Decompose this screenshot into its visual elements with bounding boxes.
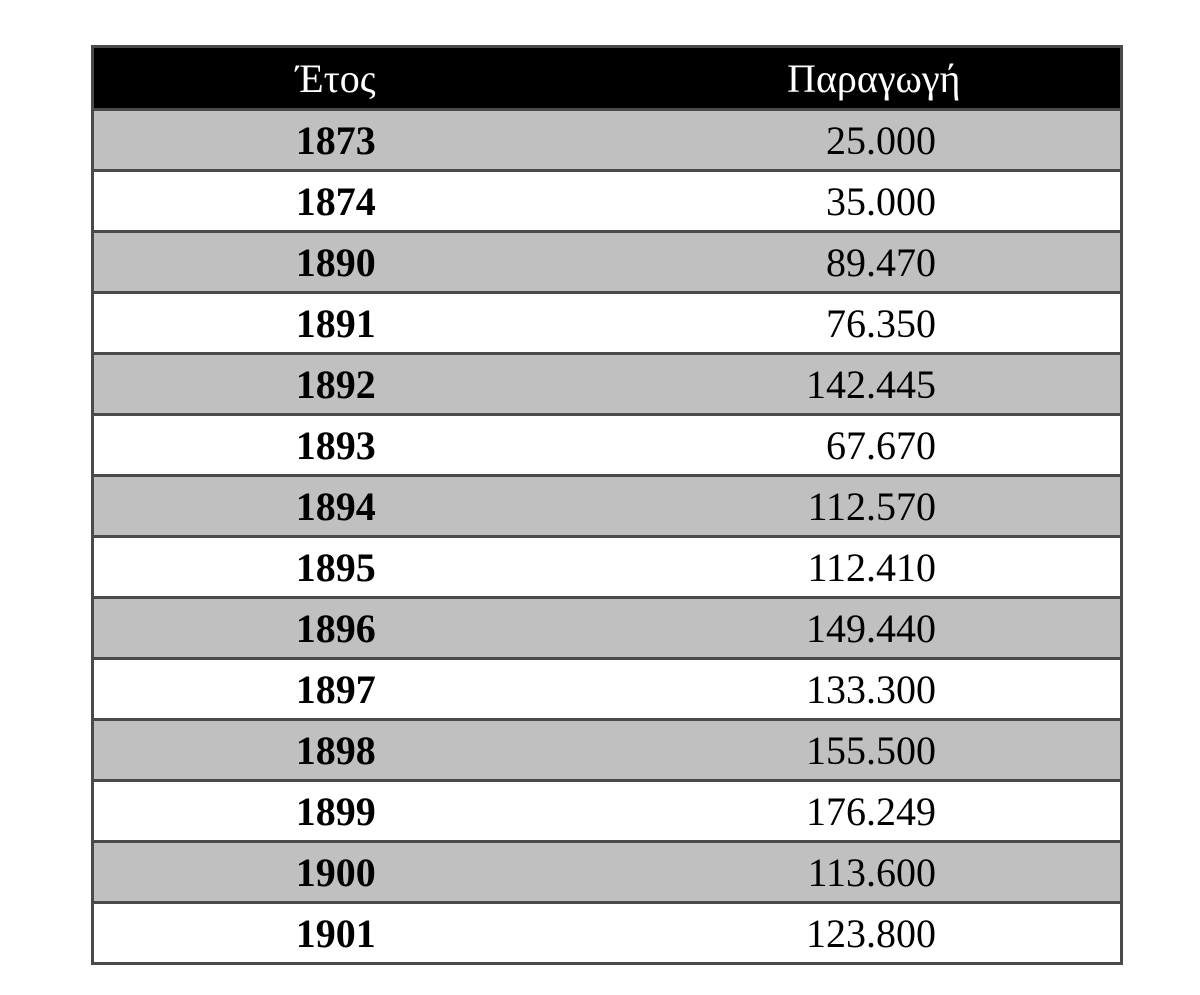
year-cell: 1899 — [93, 781, 608, 842]
table-row — [93, 415, 1122, 476]
table-row — [93, 232, 1122, 293]
year-column-header: Έτος — [93, 47, 608, 110]
production-cell: 133.300 — [608, 659, 1122, 720]
table-header — [93, 47, 1122, 110]
table-row — [93, 720, 1122, 781]
table-row — [93, 110, 1122, 171]
year-cell: 1874 — [93, 171, 608, 232]
production-cell: 142.445 — [608, 354, 1122, 415]
production-cell: 76.350 — [608, 293, 1122, 354]
year-cell: 1893 — [93, 415, 608, 476]
year-cell: 1892 — [93, 354, 608, 415]
header-row — [93, 47, 1122, 110]
year-cell: 1896 — [93, 598, 608, 659]
production-cell: 112.570 — [608, 476, 1122, 537]
year-cell: 1897 — [93, 659, 608, 720]
production-cell: 25.000 — [608, 110, 1122, 171]
year-cell: 1873 — [93, 110, 608, 171]
production-cell: 35.000 — [608, 171, 1122, 232]
year-cell: 1898 — [93, 720, 608, 781]
production-cell: 112.410 — [608, 537, 1122, 598]
production-table — [91, 45, 1123, 965]
production-cell: 113.600 — [608, 842, 1122, 903]
year-cell: 1900 — [93, 842, 608, 903]
production-cell: 67.670 — [608, 415, 1122, 476]
table-body — [93, 110, 1122, 964]
table-row — [93, 537, 1122, 598]
table-row — [93, 293, 1122, 354]
table-row — [93, 476, 1122, 537]
table-row — [93, 781, 1122, 842]
production-cell: 123.800 — [608, 903, 1122, 964]
production-cell: 89.470 — [608, 232, 1122, 293]
table-row — [93, 354, 1122, 415]
table-row — [93, 842, 1122, 903]
production-cell: 149.440 — [608, 598, 1122, 659]
year-cell: 1895 — [93, 537, 608, 598]
table-row — [93, 171, 1122, 232]
production-cell: 176.249 — [608, 781, 1122, 842]
table-row — [93, 659, 1122, 720]
year-cell: 1891 — [93, 293, 608, 354]
table-row — [93, 903, 1122, 964]
year-cell: 1901 — [93, 903, 608, 964]
table-row — [93, 598, 1122, 659]
production-column-header: Παραγωγή — [608, 47, 1122, 110]
production-cell: 155.500 — [608, 720, 1122, 781]
year-cell: 1890 — [93, 232, 608, 293]
year-cell: 1894 — [93, 476, 608, 537]
